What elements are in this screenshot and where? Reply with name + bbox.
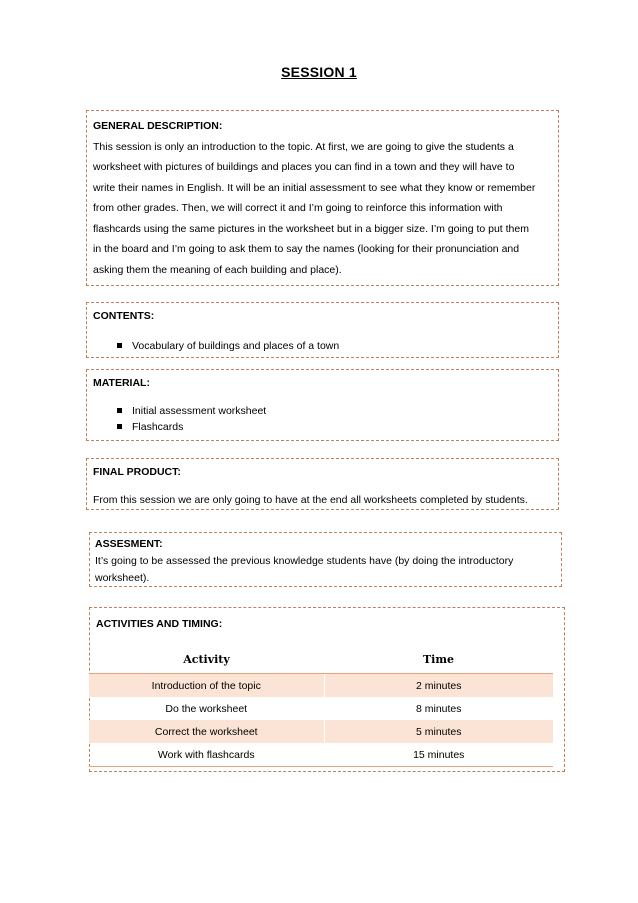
time-cell: 2 minutes bbox=[324, 674, 553, 698]
general-description-line: worksheet with pictures of buildings and places you can find in a town and they will have to bbox=[93, 161, 515, 173]
assessment-line: worksheet). bbox=[95, 572, 150, 584]
list-item: Vocabulary of buildings and places of a town bbox=[117, 338, 552, 354]
contents-heading: CONTENTS: bbox=[93, 310, 155, 322]
assessment-line: It’s going to be assessed the previous knowledge students have (by doing the introductory bbox=[95, 555, 514, 567]
list-item: Initial assessment worksheet bbox=[117, 403, 552, 419]
assessment-box bbox=[89, 532, 562, 587]
general-description-box bbox=[86, 110, 559, 286]
general-description-line: write their names in English. It will be an initial assessment to see what they know or remember bbox=[93, 181, 536, 194]
assessment-heading: ASSESMENT: bbox=[95, 538, 163, 550]
final-product-text: From this session we are only going to have at the end all worksheets completed by students. bbox=[93, 493, 528, 506]
general-description-line: flashcards using the same pictures in the worksheet but in a bigger size. I’m going to put them bbox=[93, 222, 529, 235]
general-description-line: This session is only an introduction to the topic. At first, we are going to give the students a bbox=[93, 140, 514, 153]
activity-cell: Work with flashcards bbox=[89, 743, 324, 767]
general-description-line: from other grades. Then, we will correct it and I’m going to reinforce this information with bbox=[93, 202, 503, 214]
final-product-heading: FINAL PRODUCT: bbox=[93, 466, 181, 478]
general-description-heading: GENERAL DESCRIPTION: bbox=[93, 120, 223, 132]
material-heading: MATERIAL: bbox=[93, 377, 150, 389]
general-description-line: asking them the meaning of each building and place). bbox=[93, 263, 342, 276]
table-row bbox=[89, 674, 553, 698]
page-title: SESSION 1 bbox=[281, 64, 357, 80]
table-header-row bbox=[89, 645, 553, 674]
final-product-box bbox=[86, 458, 559, 510]
table-row bbox=[89, 697, 553, 720]
table-row bbox=[89, 743, 553, 767]
list-item: Flashcards bbox=[117, 419, 552, 435]
contents-box bbox=[86, 302, 559, 358]
activities-heading: ACTIVITIES AND TIMING: bbox=[96, 618, 223, 630]
table-row bbox=[89, 720, 553, 743]
time-cell: 5 minutes bbox=[324, 720, 553, 743]
time-cell: 15 minutes bbox=[324, 743, 553, 767]
activities-table bbox=[89, 645, 553, 767]
contents-list bbox=[93, 338, 552, 354]
activity-cell: Do the worksheet bbox=[89, 697, 324, 720]
activity-cell: Introduction of the topic bbox=[89, 674, 324, 698]
time-cell: 8 minutes bbox=[415, 702, 462, 715]
material-list bbox=[93, 403, 552, 435]
general-description-line: in the board and I’m going to ask them to say the names (looking for their pronunciation and bbox=[93, 243, 520, 255]
activity-cell: Correct the worksheet bbox=[89, 720, 324, 743]
column-header-time: Time bbox=[324, 645, 553, 674]
material-box bbox=[86, 369, 559, 441]
column-header-activity: Activity bbox=[89, 645, 324, 674]
